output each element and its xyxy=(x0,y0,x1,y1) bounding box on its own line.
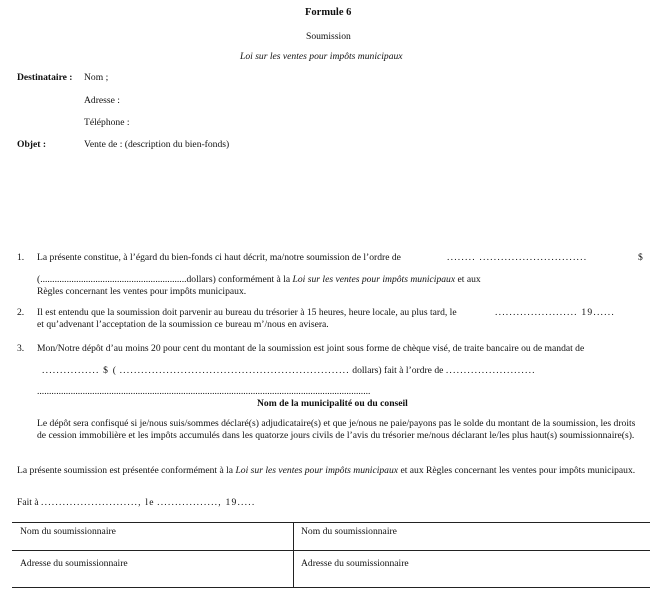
item1-dollars-line xyxy=(37,274,481,286)
item2-date-fill: ....................... 19...... xyxy=(495,307,615,318)
closing-text-b: et aux Règles concernant les ventes pour impôts municipaux. xyxy=(400,465,636,476)
recipient-label: Destinataire : xyxy=(17,72,73,83)
closing-law-name: Loi sur les ventes pour impôts municipaux xyxy=(235,465,399,476)
item2-text: Il est entendu que la soumission doit parvenir au bureau du trésorier à 15 heures, heure locale, au plus tard, le xyxy=(37,307,457,318)
item3-deposit-words-fill: ................................................................ xyxy=(119,365,350,376)
bidder-name-1: Nom du soumissionnaire xyxy=(20,526,116,537)
table-top-rule xyxy=(12,522,650,523)
item3-number: 3. xyxy=(17,343,25,354)
item1-text: La présente constitue, à l’égard du bien-fonds ci haut décrit, ma/notre soumission de l’ordre de xyxy=(37,252,401,263)
item1-law-name: Loi sur les ventes pour impôts municipaux xyxy=(292,274,456,285)
made-at-date-fill: ................., 19..... xyxy=(157,497,256,508)
recipient-phone-label: Téléphone : xyxy=(84,117,130,128)
item3-text: Mon/Notre dépôt d’au moins 20 pour cent du montant de la soumission est joint sous forme de chèque visé, de traite bancaire ou de mandat de xyxy=(37,343,585,354)
item1-conform-text: conformément à la xyxy=(218,274,291,285)
closing-statement xyxy=(17,465,642,477)
form-title: Soumission xyxy=(306,31,351,42)
item1-rules-line: Règles concernant les ventes pour impôts municipaux. xyxy=(37,286,247,297)
law-title: Loi sur les ventes pour impôts municipaux xyxy=(240,51,403,62)
item2-line2: et qu’advenant l’acceptation de la soumission ce bureau m’/nous en avisera. xyxy=(37,319,329,330)
item1-dollars-fill: (.............................................................dollars) xyxy=(37,274,216,285)
item1-number: 1. xyxy=(17,252,25,263)
bidder-name-2: Nom du soumissionnaire xyxy=(301,526,397,537)
item3-deposit-line xyxy=(42,365,536,377)
item1-currency: $ xyxy=(638,252,643,263)
form-number: Formule 6 xyxy=(305,7,352,18)
item3-payable-text: dollars) fait à l’ordre de xyxy=(352,365,444,376)
made-at-line xyxy=(17,497,255,509)
table-column-divider xyxy=(293,522,294,588)
item1-amount-fill: ........ .............................. xyxy=(447,252,588,263)
made-at-label: Fait à xyxy=(17,497,39,508)
object-description: Vente de : (description du bien-fonds) xyxy=(84,139,230,150)
item3-municipality-label: Nom de la municipalité ou du conseil xyxy=(257,398,408,409)
item3-municipality-fill: ........................................................................................................................................... xyxy=(37,386,371,397)
bidder-address-1: Adresse du soumissionnaire xyxy=(20,558,128,569)
table-middle-rule xyxy=(12,550,650,551)
recipient-address-label: Adresse : xyxy=(84,95,120,106)
item3-deposit-note: Le dépôt sera confisqué si je/nous suis/sommes déclaré(s) adjudicataire(s) et que je/nous ne paie/payons pas le solde du montant de la soumission, les droits de cession immobilière et les impôts accumulés dans les quatorze jours civils de l’avis du trésorier me/nous déclarant le/les plus haut(s) soumissionnaire(s). xyxy=(37,418,636,441)
item3-payee-fill: ......................... xyxy=(445,365,536,376)
table-bottom-rule xyxy=(12,587,650,588)
item2-number: 2. xyxy=(17,307,25,318)
item3-deposit-amount-fill: ................ $ ( xyxy=(42,365,118,376)
recipient-name-label: Nom ; xyxy=(84,72,109,83)
bidder-address-2: Adresse du soumissionnaire xyxy=(301,558,409,569)
closing-text-a: La présente soumission est présentée conformément à la xyxy=(17,465,234,476)
object-label: Objet : xyxy=(17,139,47,150)
made-at-place-fill: ..........................., le xyxy=(41,497,155,508)
item1-and-text: et aux xyxy=(457,274,481,285)
